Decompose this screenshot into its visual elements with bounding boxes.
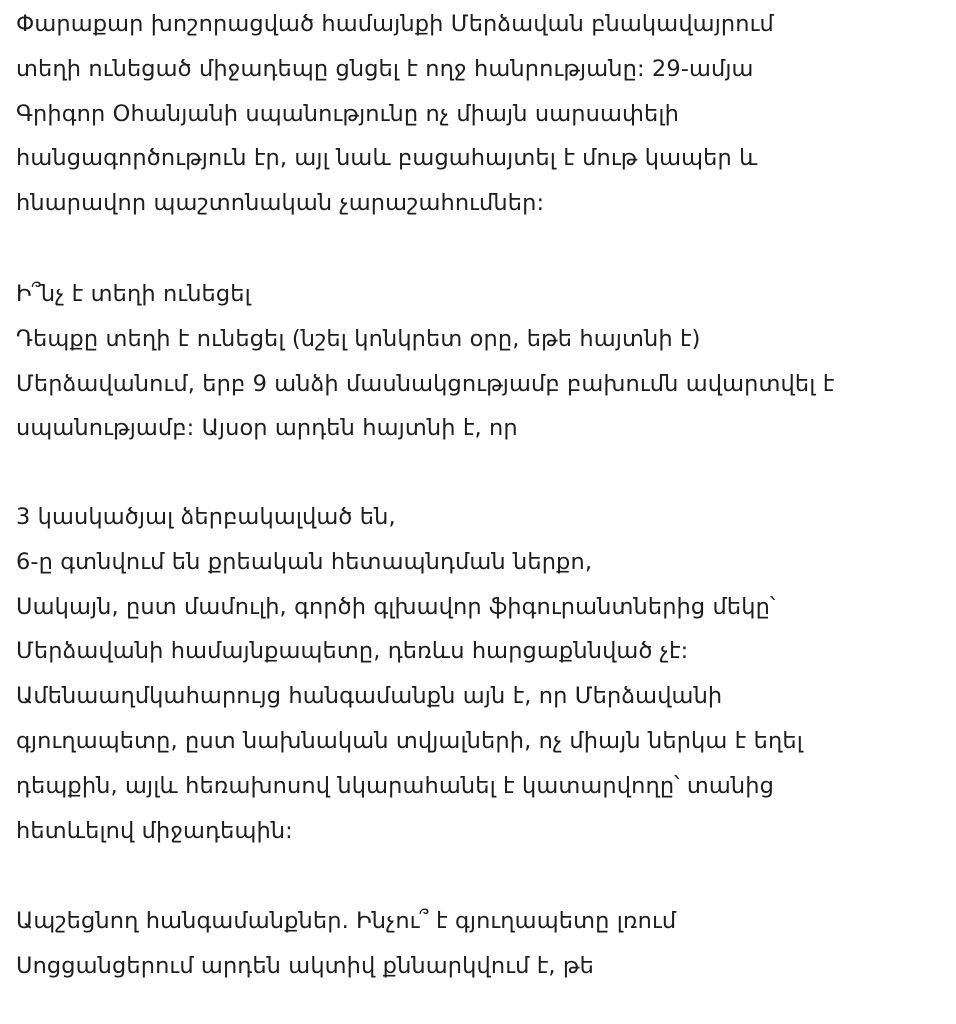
text-line: 6-ը գտնվում են քրեական հետապնդման ներքո, <box>16 548 593 575</box>
text-line: հնարավոր պաշտոնական չարաշահումներ: <box>16 190 545 217</box>
text-line: դեպքին, այլև հեռախոսով նկարահանել է կատարվողը՝ տանից <box>16 772 774 799</box>
text-line: գյուղապետը, ըստ նախնական տվյալների, ոչ միայն ներկա է եղել <box>16 727 803 754</box>
text-line: տեղի ունեցած միջադեպը ցնցել է ողջ հանրությանը: 29-ամյա <box>16 55 754 82</box>
text-line: Սակայն, ըստ մամուլի, գործի գլխավոր ֆիգուրանտներից մեկը՝ <box>16 593 776 620</box>
text-line: Ամենաաղմկահարույց հանգամանքն այն է, որ Մերձավանի <box>16 683 723 710</box>
text-line: Դեպքը տեղի է ունեցել (նշել կոնկրետ օրը, եթե հայտնի է) <box>16 325 701 352</box>
text-line: հանցագործություն էր, այլ նաև բացահայտել է մութ կապեր և <box>16 145 758 172</box>
text-line: Մերձավանում, երբ 9 անձի մասնակցությամբ բախումն ավարտվել է <box>16 370 835 397</box>
text-line: հետևելով միջադեպին: <box>16 817 293 844</box>
paragraph-circumstances <box>16 899 676 989</box>
text-line: 3 կասկածյալ ձերբակալված են, <box>16 504 396 530</box>
text-line: Մերձավանի համայնքապետը, դեռևս հարցաքննված չէ: <box>16 638 689 665</box>
section-heading: Ապշեցնող հանգամանքներ. Ինչու՞ է գյուղապետը լռում <box>16 908 677 934</box>
section-heading: Ի՞նչ է տեղի ունեցել <box>16 281 251 307</box>
text-line: Փարաքար խոշորացված համայնքի Մերձավան բնակավայրում <box>16 11 774 37</box>
text-line: Սոցցանցերում արդեն ակտիվ քննարկվում է, թե <box>16 952 594 979</box>
paragraph-what-happened <box>16 272 834 451</box>
text-line: Գրիգոր Օհանյանի սպանությունը ոչ միայն սարսափելի <box>16 100 679 127</box>
paragraph-intro <box>16 2 774 226</box>
paragraph-details <box>16 495 803 853</box>
text-line: սպանությամբ: Այսօր արդեն հայտնի է, որ <box>16 415 518 442</box>
